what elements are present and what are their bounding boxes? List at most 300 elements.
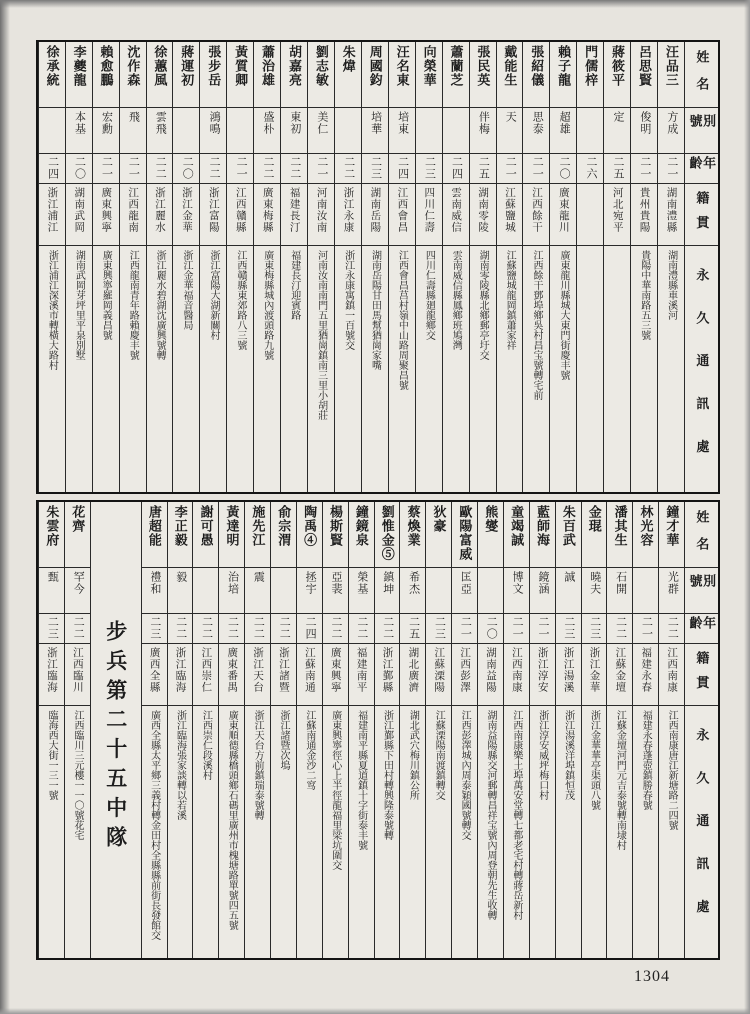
person-name: 花齊 [70, 505, 86, 533]
person-age: 二五 [611, 156, 624, 180]
person-name-cell [530, 502, 555, 568]
person-address-cell [271, 706, 296, 958]
person-origin-cell [227, 184, 253, 246]
person-age-cell [659, 614, 684, 644]
person-name: 黃達明 [224, 505, 240, 547]
person-address: 江西餘干鄧埠鄉吳村昌宝號轉宅前 [531, 250, 543, 400]
person-origin-cell [416, 184, 442, 246]
person-alias: 博文 [511, 571, 524, 595]
person-address-cell [219, 706, 244, 958]
person-alias: 拯宇 [304, 571, 317, 595]
person-address-cell [550, 246, 576, 492]
person-alias-cell [375, 568, 400, 614]
person-alias-cell [607, 568, 632, 614]
person-column [296, 502, 322, 958]
person-name: 童竭誠 [509, 505, 525, 547]
header-label-origin: 籍貫 [694, 651, 710, 701]
person-address: 江蘇溧陽南渡鎮轉交 [433, 710, 445, 800]
header-cell-origin [685, 644, 718, 706]
person-origin-cell [633, 644, 658, 706]
person-address: 江蘇鹽城龍岡鎮蕭家祥 [504, 250, 516, 350]
person-age-cell [556, 614, 581, 644]
person-address: 福建長汀迎賓路 [288, 250, 300, 320]
person-name: 林光容 [638, 505, 654, 547]
person-origin: 浙江天台 [252, 647, 264, 693]
person-age-cell [607, 614, 632, 644]
person-alias: 希杰 [407, 571, 420, 595]
person-column [119, 42, 146, 492]
person-address-cell [478, 706, 503, 958]
person-name: 楊斯賢 [328, 505, 343, 547]
person-origin: 廣東興寧 [100, 187, 112, 233]
person-age: 二一 [640, 616, 653, 640]
person-address: 江西臨川三元樓一一〇號花宅 [72, 710, 84, 840]
person-age: 二二 [72, 616, 85, 640]
person-name-cell [497, 42, 523, 108]
person-origin-cell [577, 184, 603, 246]
person-age-cell [362, 154, 388, 184]
person-age: 二一 [459, 616, 472, 640]
person-name-cell [504, 502, 529, 568]
person-column [399, 502, 425, 958]
person-age: 二三 [562, 616, 575, 640]
person-column [192, 502, 218, 958]
person-age: 二三 [46, 616, 59, 640]
person-origin-cell [349, 644, 374, 706]
person-address: 福建南平縣夏道鎮十字街泰丰號 [355, 710, 367, 850]
person-name-cell [478, 502, 503, 568]
person-alias-cell [523, 108, 549, 154]
person-address-cell [375, 706, 400, 958]
person-name-cell [582, 502, 607, 568]
person-alias: 飛 [127, 111, 140, 123]
person-name: 張民英 [475, 45, 491, 87]
person-name-cell [39, 502, 64, 568]
person-age-cell [39, 154, 65, 184]
person-column [555, 502, 581, 958]
person-name-cell [375, 502, 400, 568]
person-alias: 鏡涵 [536, 571, 549, 595]
person-alias: 本基 [73, 111, 86, 135]
person-name: 沈作森 [125, 45, 141, 87]
person-address-cell [39, 246, 65, 492]
person-address-cell [39, 706, 64, 958]
person-alias-cell [452, 568, 477, 614]
person-origin: 廣西全縣 [148, 647, 160, 693]
person-name-cell [142, 502, 167, 568]
person-origin-cell [93, 184, 119, 246]
person-origin-cell [297, 644, 322, 706]
person-origin: 湖南益陽 [484, 647, 496, 693]
person-address-cell [168, 706, 193, 958]
header-label-address: 永久通訊處 [694, 728, 710, 943]
person-origin-cell [142, 644, 167, 706]
header-label-name: 姓名 [694, 50, 710, 105]
person-alias-cell [604, 108, 630, 154]
person-address: 廣東興寧羅岡義昌號 [100, 250, 112, 340]
person-age: 二一 [315, 156, 328, 180]
person-origin-cell [219, 644, 244, 706]
person-origin-cell [39, 184, 65, 246]
person-name: 向榮華 [421, 45, 437, 87]
person-name: 張步岳 [206, 45, 222, 87]
person-origin-cell [400, 644, 425, 706]
person-column [451, 502, 477, 958]
person-alias-cell [65, 568, 90, 614]
person-origin-cell [200, 184, 226, 246]
person-column [307, 42, 334, 492]
person-address-cell [607, 706, 632, 958]
person-age-cell [416, 154, 442, 184]
person-name-cell [173, 42, 199, 108]
person-alias-cell [416, 108, 442, 154]
person-origin: 廣東番禺 [226, 647, 238, 693]
person-alias-cell [470, 108, 496, 154]
person-origin-cell [631, 184, 657, 246]
person-address-cell [297, 706, 322, 958]
person-age-cell [147, 154, 173, 184]
person-name-cell [168, 502, 193, 568]
header-label-age: 年齡 [687, 616, 717, 630]
person-age-cell [523, 154, 549, 184]
person-address-cell [193, 706, 218, 958]
person-name-cell [550, 42, 576, 108]
person-address-cell [120, 246, 146, 492]
person-alias: 宏勳 [100, 111, 113, 135]
person-origin: 浙江永康 [342, 187, 354, 233]
person-address-cell [349, 706, 374, 958]
person-alias: 誠 [562, 571, 575, 583]
person-alias: 鴻鳴 [208, 111, 221, 135]
person-alias-cell [478, 568, 503, 614]
person-alias: 雲飛 [154, 111, 167, 135]
person-column [581, 502, 607, 958]
person-address: 浙江麗水碧湖沈廣興號轉 [154, 250, 166, 360]
person-address: 江西崇仁段溪村 [200, 710, 212, 780]
person-name-cell [93, 42, 119, 108]
person-name-cell [416, 42, 442, 108]
person-column [244, 502, 270, 958]
person-alias: 罕今 [72, 571, 85, 595]
person-name-cell [633, 502, 658, 568]
person-alias: 曉夫 [588, 571, 601, 595]
person-name-cell [147, 42, 173, 108]
person-alias: 伴梅 [477, 111, 490, 135]
person-alias-cell [193, 568, 218, 614]
header-cell-address [685, 246, 718, 492]
person-alias-cell [254, 108, 280, 154]
person-origin-cell [65, 644, 90, 706]
person-origin: 浙江臨海 [174, 647, 186, 693]
person-age: 二二 [154, 156, 167, 180]
person-alias: 培華 [369, 111, 382, 135]
person-name-cell [219, 502, 244, 568]
person-address-cell [577, 246, 603, 492]
person-origin: 江西彭澤 [459, 647, 471, 693]
person-origin: 江西餘干 [530, 187, 542, 233]
person-age-cell [173, 154, 199, 184]
person-age: 二一 [511, 616, 524, 640]
person-age: 二一 [665, 156, 678, 180]
person-address-cell [452, 706, 477, 958]
person-age-cell [93, 154, 119, 184]
person-column [603, 42, 630, 492]
person-age: 二〇 [485, 616, 498, 640]
header-label-alias: 別號 [687, 574, 717, 595]
person-address-cell [308, 246, 334, 492]
person-address: 湖南益陽縣交河郵轉昌祥宝號內周登朝先生收轉 [485, 710, 497, 920]
person-age: 二三 [433, 616, 446, 640]
person-address-cell [281, 246, 307, 492]
person-name-cell [400, 502, 425, 568]
person-alias: 震 [252, 571, 265, 583]
person-address-cell [400, 706, 425, 958]
person-address: 廣東梅縣城內渡頭路九號 [261, 250, 273, 360]
person-name-cell [323, 502, 348, 568]
person-age: 二二 [355, 616, 368, 640]
person-origin-cell [582, 644, 607, 706]
person-column [442, 42, 469, 492]
person-column [529, 502, 555, 958]
person-address: 廣西全縣太平鄉三義村轉金田村全縣縣前街長發館交 [148, 710, 160, 940]
person-origin: 湖北廣濟 [407, 647, 419, 693]
header-column-top [684, 42, 718, 492]
person-age: 二五 [407, 616, 420, 640]
person-origin: 廣東興寧 [329, 647, 341, 693]
header-label-age: 年齡 [687, 156, 717, 170]
person-origin: 廣東龍川 [557, 187, 569, 233]
person-address: 臨海西大街一三一號 [46, 710, 58, 800]
person-address: 貴陽中華南路五三號 [638, 250, 650, 340]
person-origin: 江西會昌 [396, 187, 408, 233]
person-address-cell [245, 706, 270, 958]
person-column [630, 42, 657, 492]
person-address-cell [147, 246, 173, 492]
person-name-cell [66, 42, 92, 108]
person-column [632, 502, 658, 958]
person-alias: 石開 [614, 571, 627, 595]
person-name-cell [200, 42, 226, 108]
header-cell-name [685, 502, 718, 568]
person-age-cell [604, 154, 630, 184]
person-address-cell [530, 706, 555, 958]
person-age: 二一 [235, 156, 248, 180]
person-origin-cell [173, 184, 199, 246]
person-alias: 毅 [174, 571, 187, 583]
person-alias-cell [142, 568, 167, 614]
header-cell-name [685, 42, 718, 108]
person-name-cell [271, 502, 296, 568]
person-address: 四川仁壽縣廻龍鄉交 [423, 250, 435, 340]
person-address-cell [389, 246, 415, 492]
person-column [141, 502, 167, 958]
person-name: 李夔龍 [71, 45, 87, 87]
scan-edge-shadow-top [0, 0, 750, 8]
person-column [226, 42, 253, 492]
person-age: 二二 [288, 156, 301, 180]
person-address-cell [470, 246, 496, 492]
person-age: 二一 [638, 156, 651, 180]
person-origin-cell [426, 644, 451, 706]
person-address: 浙江金華華亭渠頭八號 [588, 710, 600, 810]
person-address: 江西南康唐江新塘路二四號 [666, 710, 678, 830]
person-origin-cell [323, 644, 348, 706]
person-alias-cell [400, 568, 425, 614]
person-alias-cell [426, 568, 451, 614]
person-age: 二二 [208, 156, 221, 180]
header-cell-origin [685, 184, 718, 246]
person-address-cell [504, 706, 529, 958]
person-age: 二二 [174, 616, 187, 640]
person-origin: 浙江富陽 [207, 187, 219, 233]
person-age-cell [168, 614, 193, 644]
person-address-cell [523, 246, 549, 492]
person-alias-cell [219, 568, 244, 614]
person-column [146, 42, 173, 492]
person-age: 二四 [396, 156, 409, 180]
person-age: 二一 [536, 616, 549, 640]
person-age: 二〇 [73, 156, 86, 180]
person-address: 雲南威信縣鳳鄉班鳩灣 [450, 250, 462, 350]
person-address-cell [93, 246, 119, 492]
person-age-cell [443, 154, 469, 184]
person-name-cell [604, 42, 630, 108]
person-name-cell [193, 502, 218, 568]
person-address: 廣東順德縣橋頭鄉石碼里廣州市槐塘路單號四五號 [226, 710, 238, 930]
person-alias: 俊明 [638, 111, 651, 135]
person-column [199, 42, 226, 492]
person-age-cell [658, 154, 684, 184]
header-cell-alias [685, 568, 718, 614]
person-age-cell [400, 614, 425, 644]
person-address-cell [633, 706, 658, 958]
person-origin-cell [389, 184, 415, 246]
header-label-alias: 別號 [687, 114, 717, 135]
person-origin-cell [271, 644, 296, 706]
person-address: 江西彭澤城內周泰穎國號轉交 [459, 710, 471, 840]
person-address-cell [443, 246, 469, 492]
person-name: 徐承統 [44, 45, 60, 87]
person-name: 施先江 [250, 505, 266, 547]
person-name: 蕭蘭芝 [448, 45, 464, 87]
person-name-cell [308, 42, 334, 108]
person-name-cell [335, 42, 361, 108]
person-name: 黃質卿 [233, 45, 249, 87]
unit-label-cell [91, 502, 141, 958]
person-origin: 湖南武岡 [73, 187, 85, 233]
person-origin-cell [658, 184, 684, 246]
person-address: 廣東龍川縣城大東門街慶丰號 [557, 250, 569, 380]
person-age: 二二 [226, 616, 239, 640]
person-column [270, 502, 296, 958]
person-name-cell [631, 42, 657, 108]
person-name-cell [39, 42, 65, 108]
roster-table-top [36, 40, 720, 494]
person-age-cell [633, 614, 658, 644]
person-age: 二四 [304, 616, 317, 640]
person-origin: 浙江麗水 [154, 187, 166, 233]
person-alias: 亞裴 [329, 571, 342, 595]
person-name-cell [281, 42, 307, 108]
person-age-cell [497, 154, 523, 184]
header-cell-age [685, 614, 718, 644]
person-origin-cell [147, 184, 173, 246]
person-name: 賴子龍 [556, 45, 572, 87]
person-alias-cell [389, 108, 415, 154]
person-alias: 盛朴 [261, 111, 274, 135]
person-age-cell [120, 154, 146, 184]
person-age: 二〇 [181, 156, 194, 180]
person-origin: 浙江浦江 [46, 187, 58, 233]
person-age: 二一 [504, 156, 517, 180]
person-column [415, 42, 442, 492]
person-alias-cell [497, 108, 523, 154]
person-name: 呂思賢 [636, 45, 652, 87]
person-column [334, 42, 361, 492]
person-address: 江西南康樂土埠萬安堂轉七都老宅村轉蔣岳新村 [510, 710, 522, 920]
person-name: 張紹儀 [529, 45, 545, 87]
person-origin: 江西崇仁 [200, 647, 212, 693]
person-origin: 江蘇金壇 [614, 647, 626, 693]
person-alias-cell [173, 108, 199, 154]
person-address-cell [323, 706, 348, 958]
person-address: 浙江天台方前鎮瑞泰號轉 [252, 710, 264, 820]
person-origin: 浙江金華 [588, 647, 600, 693]
person-address: 江西龍南青年路賴慶丰號 [127, 250, 139, 360]
person-alias-cell [147, 108, 173, 154]
person-origin: 福建長汀 [288, 187, 300, 233]
person-name: 蔡煥業 [405, 505, 421, 547]
person-origin: 河南汝南 [315, 187, 327, 233]
person-age: 二二 [342, 156, 355, 180]
header-label-origin: 籍貫 [694, 191, 710, 241]
person-column [496, 42, 523, 492]
person-origin-cell [550, 184, 576, 246]
person-origin-cell [362, 184, 388, 246]
person-age: 二二 [252, 616, 265, 640]
person-alias-cell [582, 568, 607, 614]
person-alias: 美仁 [315, 111, 328, 135]
person-origin-cell [452, 644, 477, 706]
person-age-cell [631, 154, 657, 184]
person-alias: 方成 [665, 111, 678, 135]
person-name: 胡嘉亮 [286, 45, 302, 87]
person-address: 河南汝南南門五里猶崗鎮南三里小胡莊 [315, 250, 327, 420]
person-name-cell [577, 42, 603, 108]
person-age-cell [254, 154, 280, 184]
person-age: 二一 [127, 156, 140, 180]
person-alias: 甄 [46, 571, 59, 583]
person-age: 二一 [531, 156, 544, 180]
person-column [549, 42, 576, 492]
person-alias: 治培 [226, 571, 239, 595]
unit-label: 步兵第二十五中隊 [103, 620, 128, 856]
person-alias-cell [297, 568, 322, 614]
person-name: 徐蕙風 [152, 45, 168, 87]
person-origin-cell [254, 184, 280, 246]
person-name-cell [65, 502, 90, 568]
person-origin: 浙江金華 [180, 187, 192, 233]
person-origin-cell [281, 184, 307, 246]
person-column [172, 42, 199, 492]
person-address-cell [142, 706, 167, 958]
person-address-cell [227, 246, 253, 492]
person-address: 浙江湯溪洋埠鎮恒茂 [562, 710, 574, 800]
person-address: 江蘇金壇河門元吉泰號轉南埭村 [614, 710, 626, 850]
person-name-cell [297, 502, 322, 568]
roster-table-bottom [36, 500, 720, 960]
person-age-cell [375, 614, 400, 644]
